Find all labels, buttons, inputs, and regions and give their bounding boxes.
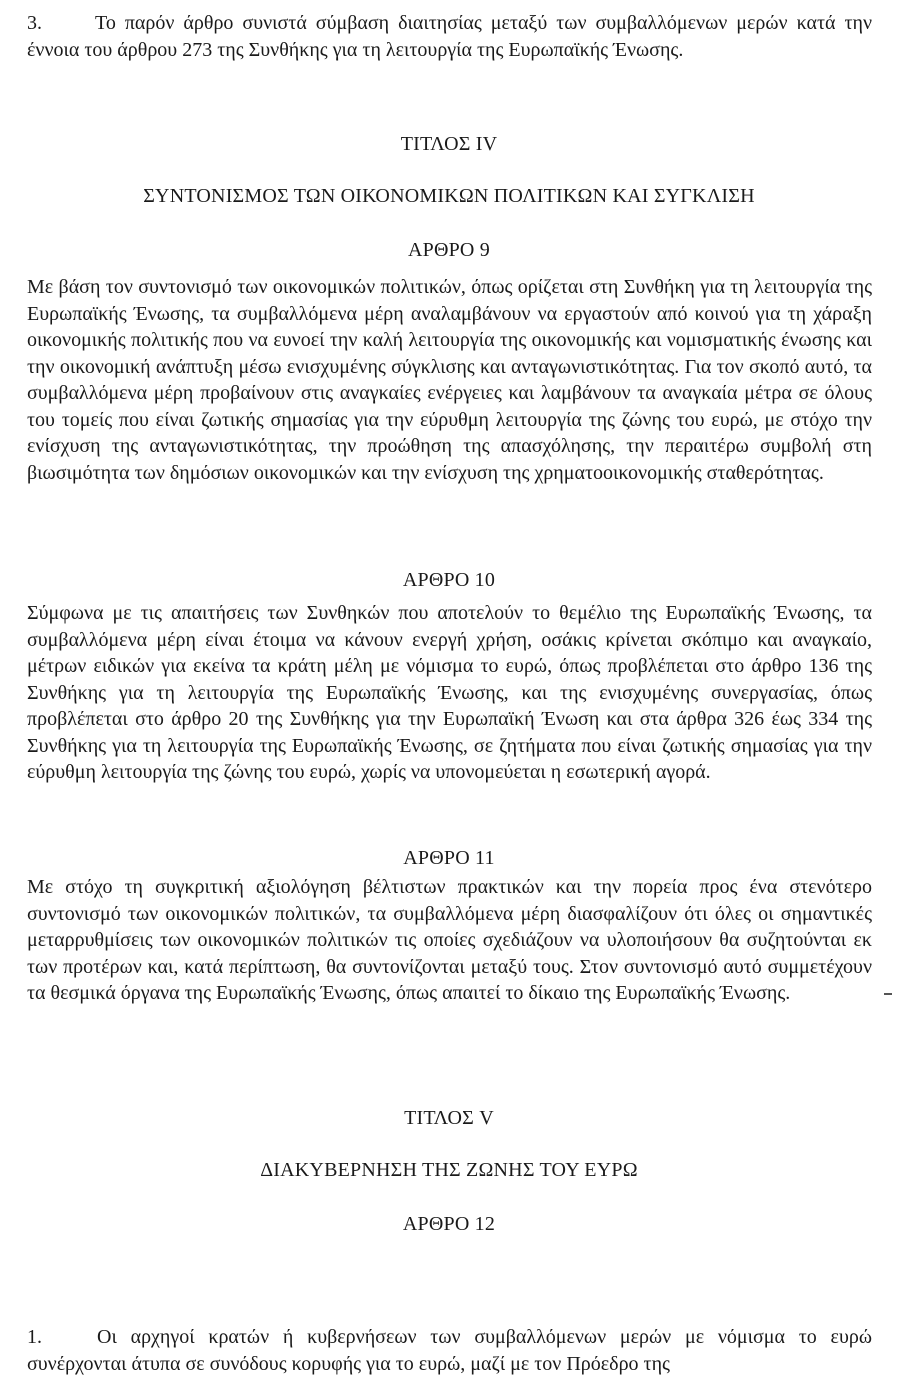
paragraph-3 — [27, 10, 872, 63]
article-12-paragraph-1 — [27, 1324, 872, 1377]
title-v-label: ΤΙΤΛΟΣ V — [404, 1107, 494, 1129]
paragraph-number: 1. — [27, 1326, 42, 1348]
paragraph-text: Το παρόν άρθρο συνιστά σύμβαση διαιτησίας μεταξύ των συμβαλλόμενων μερών κατά την έννοια του άρθρου 273 της Συνθήκης για τη λειτουργία της Ευρωπαϊκής Ένωσης. — [27, 12, 872, 61]
article-9-text: Με βάση τον συντονισμό των οικονομικών πολιτικών, όπως ορίζεται στη Συνθήκη για τη λειτουργία της Ευρωπαϊκής Ένωσης, τα συμβαλλόμενα μέρη αναλαμβάνουν να εργαστούν από κοινού για τη χάραξη οικονομικής πολιτικής που να ευνοεί την καλή λειτουργία της οικονομικής και νομισματικής ένωσης και την οικονομική ανάπτυξη μέσω ενισχυμένης σύγκλισης και ανταγωνιστικότητας. Για τον σκοπό αυτό, τα συμβαλλόμενα μέρη προβαίνουν στις αναγκαίες ενέργειες και λαμβάνουν τα αναγκαία μέτρα σε όλους του τομείς που είναι ζωτικής σημασίας για την εύρυθμη λειτουργία της ζώνης του ευρώ, με στόχο την ενίσχυση της ανταγωνιστικότητας, την προώθηση της απασχόλησης, την περαιτέρω συμβολή στη βιωσιμότητα των δημόσιων οικονομικών και την ενίσχυση της χρηματοοικονομικής σταθερότητας. — [27, 276, 872, 484]
title-iv-label: ΤΙΤΛΟΣ IV — [400, 133, 498, 155]
title-iv-heading: ΣΥΝΤΟΝΙΣΜΟΣ ΤΩΝ ΟΙΚΟΝΟΜΙΚΩΝ ΠΟΛΙΤΙΚΩΝ ΚΑΙ ΣΥΓΚΛΙΣΗ — [143, 185, 755, 207]
scan-edge-mark — [884, 993, 892, 995]
article-12-heading: ΑΡΘΡΟ 12 — [402, 1213, 496, 1235]
article-9-heading: ΑΡΘΡΟ 9 — [408, 239, 490, 261]
article-11-heading: ΑΡΘΡΟ 11 — [403, 847, 495, 869]
paragraph-number: 3. — [27, 12, 42, 34]
article-10-heading: ΑΡΘΡΟ 10 — [402, 569, 496, 591]
article-11-text: Με στόχο τη συγκριτική αξιολόγηση βέλτιστων πρακτικών και την πορεία προς ένα στενότερο συντονισμό των οικονομικών πολιτικών, τα συμβαλλόμενα μέρη διασφαλίζουν ότι όλες οι σημαντικές μεταρρυθμίσεις των οικονομικών πολιτικών τις οποίες σχεδιάζουν να υλοποιήσουν θα συζητούνται εκ των προτέρων και, κατά περίπτωση, θα συντονίζονται μεταξύ τους. Στον συντονισμό αυτό συμμετέχουν τα θεσμικά όργανα της Ευρωπαϊκής Ένωσης, όπως απαιτεί το δίκαιο της Ευρωπαϊκής Ένωσης. — [27, 876, 872, 1004]
article-10-text: Σύμφωνα με τις απαιτήσεις των Συνθηκών που αποτελούν το θεμέλιο της Ευρωπαϊκής Ένωσης, τα συμβαλλόμενα μέρη είναι έτοιμα να κάνουν ενεργή χρήση, οσάκις κρίνεται σκόπιμο και αναγκαίο, μέτρων ειδικών για εκείνα τα κράτη μέλη με νόμισμα το ευρώ, όπως προβλέπεται στο άρθρο 136 της Συνθήκης για τη λειτουργία της Ευρωπαϊκής Ένωσης, και της ενισχυμένης συνεργασίας, όπως προβλέπεται στο άρθρο 20 της Συνθήκης για την Ευρωπαϊκή Ένωση και στα άρθρα 326 έως 334 της Συνθήκης για τη λειτουργία της Ευρωπαϊκής Ένωσης, σε ζητήματα που είναι ζωτικής σημασίας για την εύρυθμη λειτουργία της ζώνης του ευρώ, χωρίς να υπονομεύεται η εσωτερική αγορά. — [27, 602, 872, 783]
title-v-heading: ΔΙΑΚΥΒΕΡΝΗΣΗ ΤΗΣ ΖΩΝΗΣ ΤΟΥ ΕΥΡΩ — [260, 1159, 638, 1181]
paragraph-text: Οι αρχηγοί κρατών ή κυβερνήσεων των συμβαλλόμενων μερών με νόμισμα το ευρώ συνέρχονται άτυπα σε συνόδους κορυφής για το ευρώ, μαζί με τον Πρόεδρο της — [27, 1326, 872, 1375]
